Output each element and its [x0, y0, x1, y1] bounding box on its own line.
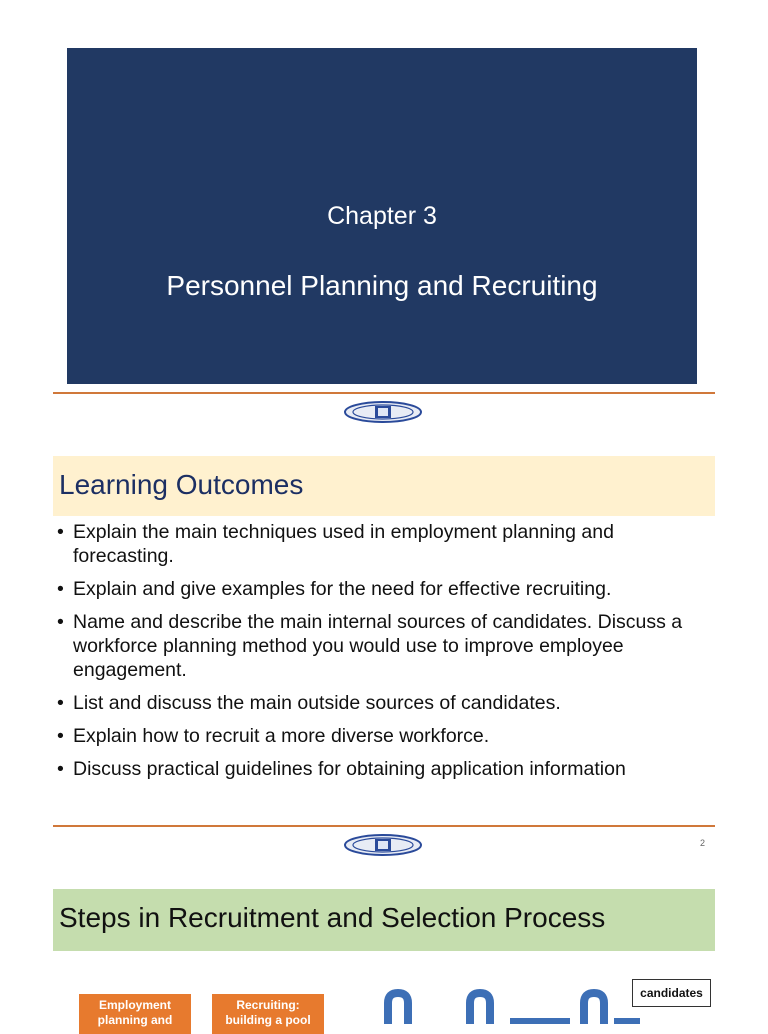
step-employment-planning: Employment planning and — [79, 994, 191, 1034]
university-logo-icon — [343, 400, 423, 424]
candidates-label: candidates — [632, 979, 711, 1007]
slide-divider — [53, 392, 715, 394]
list-item: • Discuss practical guidelines for obtaining application information — [57, 757, 707, 781]
learning-outcomes-header — [53, 456, 715, 516]
title-slide — [67, 48, 697, 384]
steps-title: Steps in Recruitment and Selection Process — [59, 902, 606, 933]
learning-outcomes-title: Learning Outcomes — [59, 469, 304, 500]
steps-header — [53, 889, 715, 951]
step-recruiting: Recruiting: building a pool — [212, 994, 324, 1034]
university-logo-icon — [343, 833, 423, 857]
list-item: • Explain the main techniques used in employment planning and forecasting. — [57, 520, 707, 568]
slide-divider — [53, 825, 715, 827]
chapter-label: Chapter 3 — [327, 202, 437, 230]
list-item: • Explain and give examples for the need for effective recruiting. — [57, 577, 707, 601]
slide-title: Personnel Planning and Recruiting — [166, 270, 598, 301]
list-item: • Explain how to recruit a more diverse workforce. — [57, 724, 707, 748]
page-number: 2 — [700, 838, 706, 848]
list-item: • List and discuss the main outside sources of candidates. — [57, 691, 707, 715]
learning-outcomes-list — [57, 520, 707, 790]
list-item: • Name and describe the main internal sources of candidates. Discuss a workforce planning method you would use to improve employee engagement. — [57, 610, 707, 682]
process-flow-arrows — [370, 985, 650, 1024]
